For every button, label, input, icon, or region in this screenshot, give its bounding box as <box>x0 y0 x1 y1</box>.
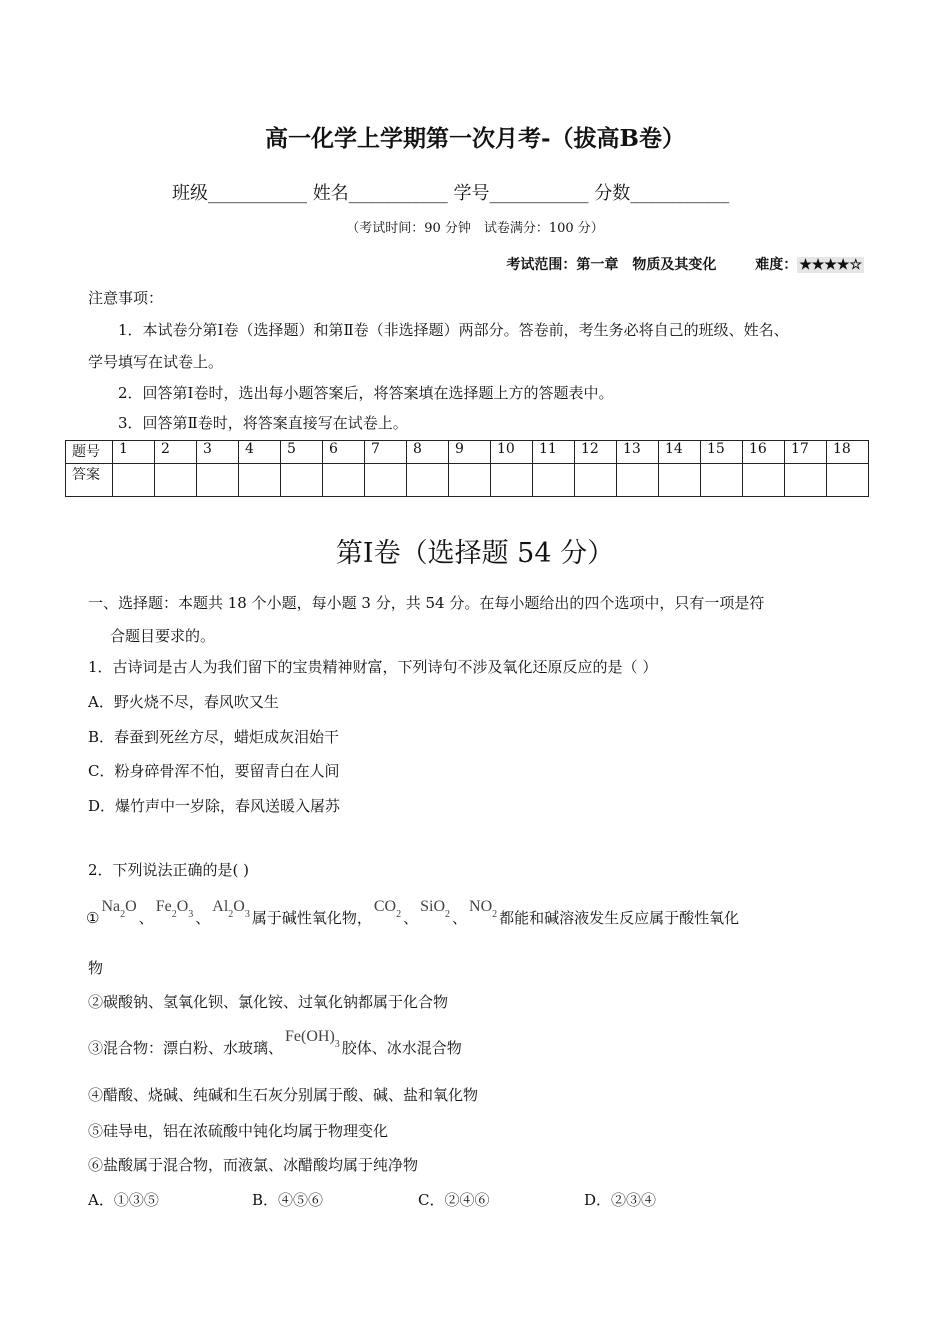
name-label: 姓名 <box>312 183 349 204</box>
note-item: 1．本试卷分第Ⅰ卷（选择题）和第Ⅱ卷（非选择题）两部分。答卷前，考生务必将自己的班级、姓名、 <box>118 321 789 339</box>
answer-cell[interactable] <box>575 464 617 497</box>
page-title: 高一化学上学期第一次月考-（拔高B卷） <box>265 125 685 152</box>
question-number-cell: 15 <box>701 441 743 464</box>
question-number-cell: 10 <box>491 441 533 464</box>
note-item: 3．回答第Ⅱ卷时，将答案直接写在试卷上。 <box>118 414 408 432</box>
answer-cell[interactable] <box>785 464 827 497</box>
formula-co2: $CO_2$ <box>373 898 402 920</box>
q2-option-a[interactable]: A．①③⑤ <box>88 1191 159 1209</box>
answer-cell[interactable] <box>701 464 743 497</box>
answer-cell[interactable] <box>281 464 323 497</box>
section-intro: 一、选择题：本题共 18 个小题，每小题 3 分，共 54 分。在每小题给出的四个选项中，只有一项是符 <box>88 594 765 612</box>
difficulty-label: 难度： <box>755 257 798 273</box>
row-label: 答案 <box>66 464 113 497</box>
question-number-cell: 13 <box>617 441 659 464</box>
answer-cell[interactable] <box>659 464 701 497</box>
question-2-stem: 2．下列说法正确的是( ) <box>88 861 250 879</box>
q2-statement-5: ⑤硅导电，铝在浓硫酸中钝化均属于物理变化 <box>88 1122 389 1140</box>
answer-cell[interactable] <box>155 464 197 497</box>
question-number-row <box>66 441 869 464</box>
question-number-cell: 8 <box>407 441 449 464</box>
question-number-cell: 17 <box>785 441 827 464</box>
name-blank[interactable]: ___________ <box>348 183 448 204</box>
question-number-cell: 6 <box>323 441 365 464</box>
question-number-cell: 1 <box>113 441 155 464</box>
answer-cell[interactable] <box>197 464 239 497</box>
answer-table <box>65 440 869 497</box>
id-blank[interactable]: ___________ <box>489 183 589 204</box>
student-info-line <box>172 182 729 206</box>
note-item: 学号填写在试卷上。 <box>88 353 224 371</box>
question-number-cell: 2 <box>155 441 197 464</box>
answer-cell[interactable] <box>617 464 659 497</box>
note-item: 2．回答第Ⅰ卷时，选出每小题答案后，将答案填在选择题上方的答题表中。 <box>118 384 614 402</box>
formula-sio2: SiO$_2$ <box>420 898 450 920</box>
answer-cell[interactable] <box>407 464 449 497</box>
formula-al2o3: $Al_2O_3$ <box>212 898 250 920</box>
section-intro: 合题目要求的。 <box>110 627 216 645</box>
answer-cell[interactable] <box>449 464 491 497</box>
notes-heading: 注意事项： <box>88 289 164 307</box>
answer-cell[interactable] <box>491 464 533 497</box>
q2-option-b[interactable]: B．④⑤⑥ <box>252 1191 324 1209</box>
question-number-cell: 5 <box>281 441 323 464</box>
question-number-cell: 16 <box>743 441 785 464</box>
q1-option-c[interactable]: C．粉身碎骨浑不怕，要留青白在人间 <box>88 762 340 780</box>
answer-cell[interactable] <box>323 464 365 497</box>
answer-cell[interactable] <box>239 464 281 497</box>
class-blank[interactable]: ___________ <box>208 183 307 204</box>
question-number-cell: 9 <box>449 441 491 464</box>
exam-scope-line <box>506 255 864 275</box>
statement-number: ① <box>86 909 100 927</box>
question-number-cell: 12 <box>575 441 617 464</box>
answer-cell[interactable] <box>827 464 869 497</box>
formula-no2: $NO_2$ <box>469 898 498 920</box>
formula-na2o: $Na_2O$ <box>101 898 137 920</box>
separator: 、 <box>403 909 419 927</box>
question-number-cell: 4 <box>239 441 281 464</box>
separator: 、 <box>195 909 211 927</box>
question-number-cell: 3 <box>197 441 239 464</box>
separator: 、 <box>452 909 468 927</box>
question-1-stem: 1．古诗词是古人为我们留下的宝贵精神财富，下列诗句不涉及氧化还原反应的是（ ） <box>88 658 658 676</box>
q1-option-b[interactable]: B．春蚕到死丝方尽，蜡炬成灰泪始干 <box>88 728 340 746</box>
difficulty-stars: ★★★★☆ <box>799 257 862 273</box>
q2-statement-2: ②碳酸钠、氢氧化钡、氯化铵、过氧化钠都属于化合物 <box>88 993 449 1011</box>
statement-text: 属于碱性氧化物， <box>251 909 372 927</box>
statement-text: 都能和碱溶液发生反应属于酸性氧化 <box>499 909 740 927</box>
answer-cell[interactable] <box>113 464 155 497</box>
question-number-cell: 14 <box>659 441 701 464</box>
row-label: 题号 <box>66 441 113 464</box>
score-blank[interactable]: ___________ <box>630 183 730 204</box>
statement-text: 胶体、冰水混合物 <box>341 1039 462 1057</box>
question-number-cell: 7 <box>365 441 407 464</box>
q1-option-a[interactable]: A．野火烧不尽，春风吹又生 <box>88 693 279 711</box>
q2-statement-1-wrap: 物 <box>88 959 104 977</box>
q2-statement-1 <box>86 898 740 937</box>
class-label: 班级 <box>172 183 208 204</box>
question-number-cell: 11 <box>533 441 575 464</box>
question-number-cell: 18 <box>827 441 869 464</box>
formula-feoh3: $Fe(OH)_3$ <box>285 1028 340 1050</box>
q2-option-c[interactable]: C．②④⑥ <box>418 1191 490 1209</box>
answer-cell[interactable] <box>743 464 785 497</box>
q2-statement-3 <box>88 1028 462 1067</box>
section-title: 第Ⅰ卷（选择题 54 分） <box>335 538 615 569</box>
statement-text: ③混合物：漂白粉、水玻璃、 <box>88 1039 284 1057</box>
score-label: 分数 <box>594 183 631 204</box>
q2-statement-6: ⑥盐酸属于混合物，而液氯、冰醋酸均属于纯净物 <box>88 1156 419 1174</box>
formula-fe2o3: $Fe_2O_3$ <box>155 898 194 920</box>
q2-statement-4: ④醋酸、烧碱、纯碱和生石灰分别属于酸、碱、盐和氧化物 <box>88 1086 479 1104</box>
exam-scope: 考试范围：第一章 物质及其变化 <box>506 257 717 273</box>
q2-option-d[interactable]: D．②③④ <box>584 1191 657 1209</box>
separator: 、 <box>138 909 154 927</box>
q1-option-d[interactable]: D．爆竹声中一岁除，春风送暖入屠苏 <box>88 797 341 815</box>
exam-time: （考试时间：90 分钟 试卷满分：100 分） <box>346 221 604 236</box>
answer-cell[interactable] <box>365 464 407 497</box>
answer-cell[interactable] <box>533 464 575 497</box>
id-label: 学号 <box>453 183 490 204</box>
answer-row <box>66 464 869 497</box>
